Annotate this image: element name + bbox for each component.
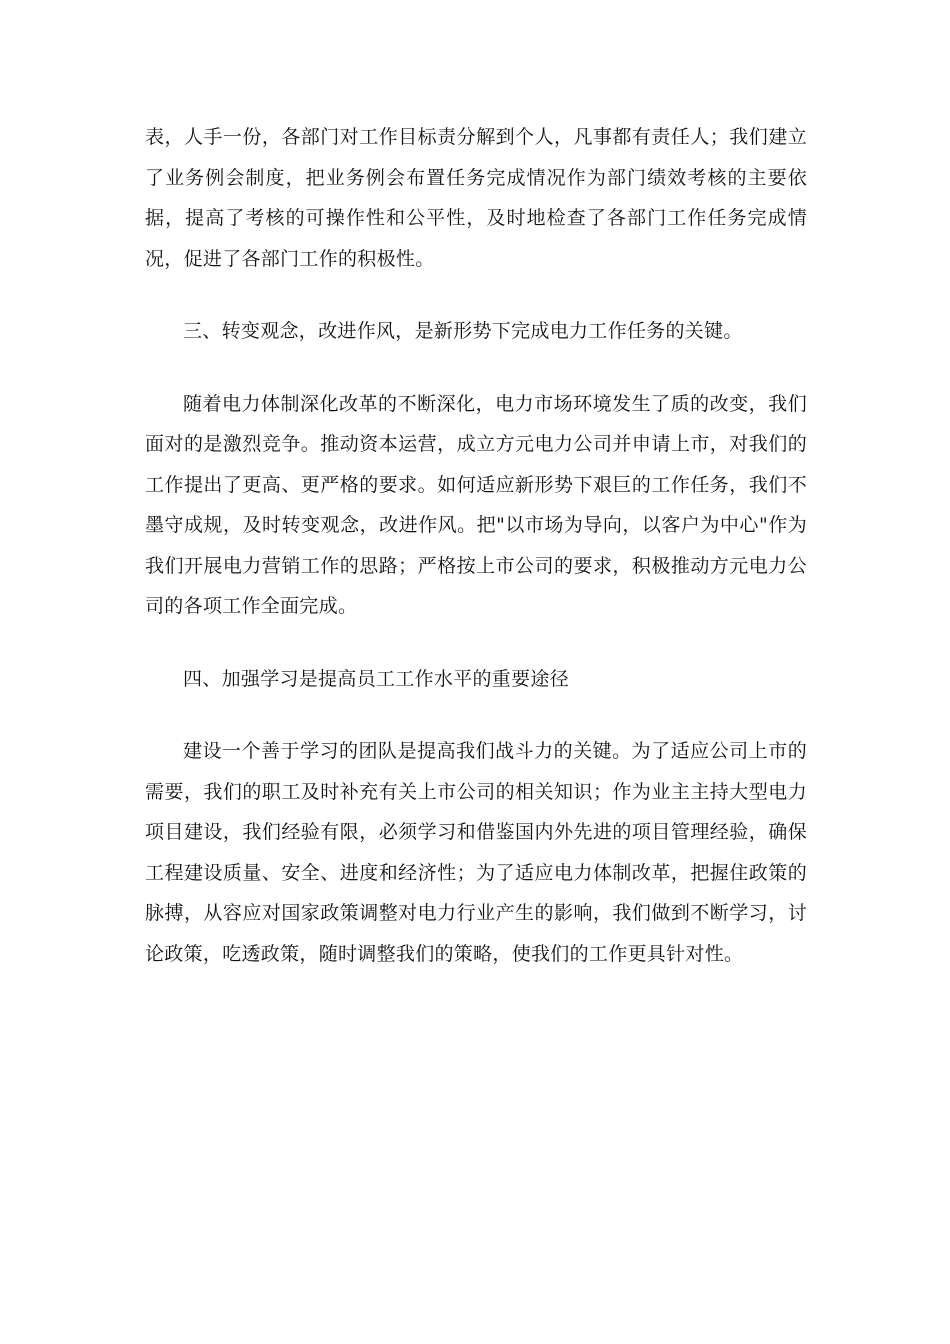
paragraph-learning-team: 建设一个善于学习的团队是提高我们战斗力的关键。为了适应公司上市的需要，我们的职工及时补充有关上市公司的相关知识；作为业主主持大型电力项目建设，我们经验有限，必须学习和借鉴国内外先进的项目管理经验，确保工程建设质量、安全、进度和经济性；为了适应电力体制改革，把握住政策的脉搏，从容应对国家政策调整对电力行业产生的影响，我们做到不断学习，讨论政策，吃透政策，随时调整我们的策略，使我们的工作更具针对性。 bbox=[145, 740, 807, 965]
document-body bbox=[145, 117, 807, 974]
paragraph-market-change: 随着电力体制深化改革的不断深化，电力市场环境发生了质的改变，我们面对的是激烈竞争。推动资本运营，成立方元电力公司并申请上市，对我们的工作提出了更高、更严格的要求。如何适应新形势下艰巨的工作任务，我们不墨守成规，及时转变观念，改进作风。把"以市场为导向，以客户为中心"作为我们开展电力营销工作的思路；严格按上市公司的要求，积极推动方元电力公司的各项工作全面完成。 bbox=[145, 392, 807, 617]
section-heading-three: 三、转变观念，改进作风，是新形势下完成电力工作任务的关键。 bbox=[183, 320, 743, 342]
paragraph-continued: 表，人手一份，各部门对工作目标责分解到个人，凡事都有责任人；我们建立了业务例会制度，把业务例会布置任务完成情况作为部门绩效考核的主要依据，提高了考核的可操作性和公平性，及时地检查了各部门工作任务完成情况，促进了各部门工作的积极性。 bbox=[145, 126, 807, 270]
section-heading-four: 四、加强学习是提高员工工作水平的重要途径 bbox=[183, 667, 570, 690]
